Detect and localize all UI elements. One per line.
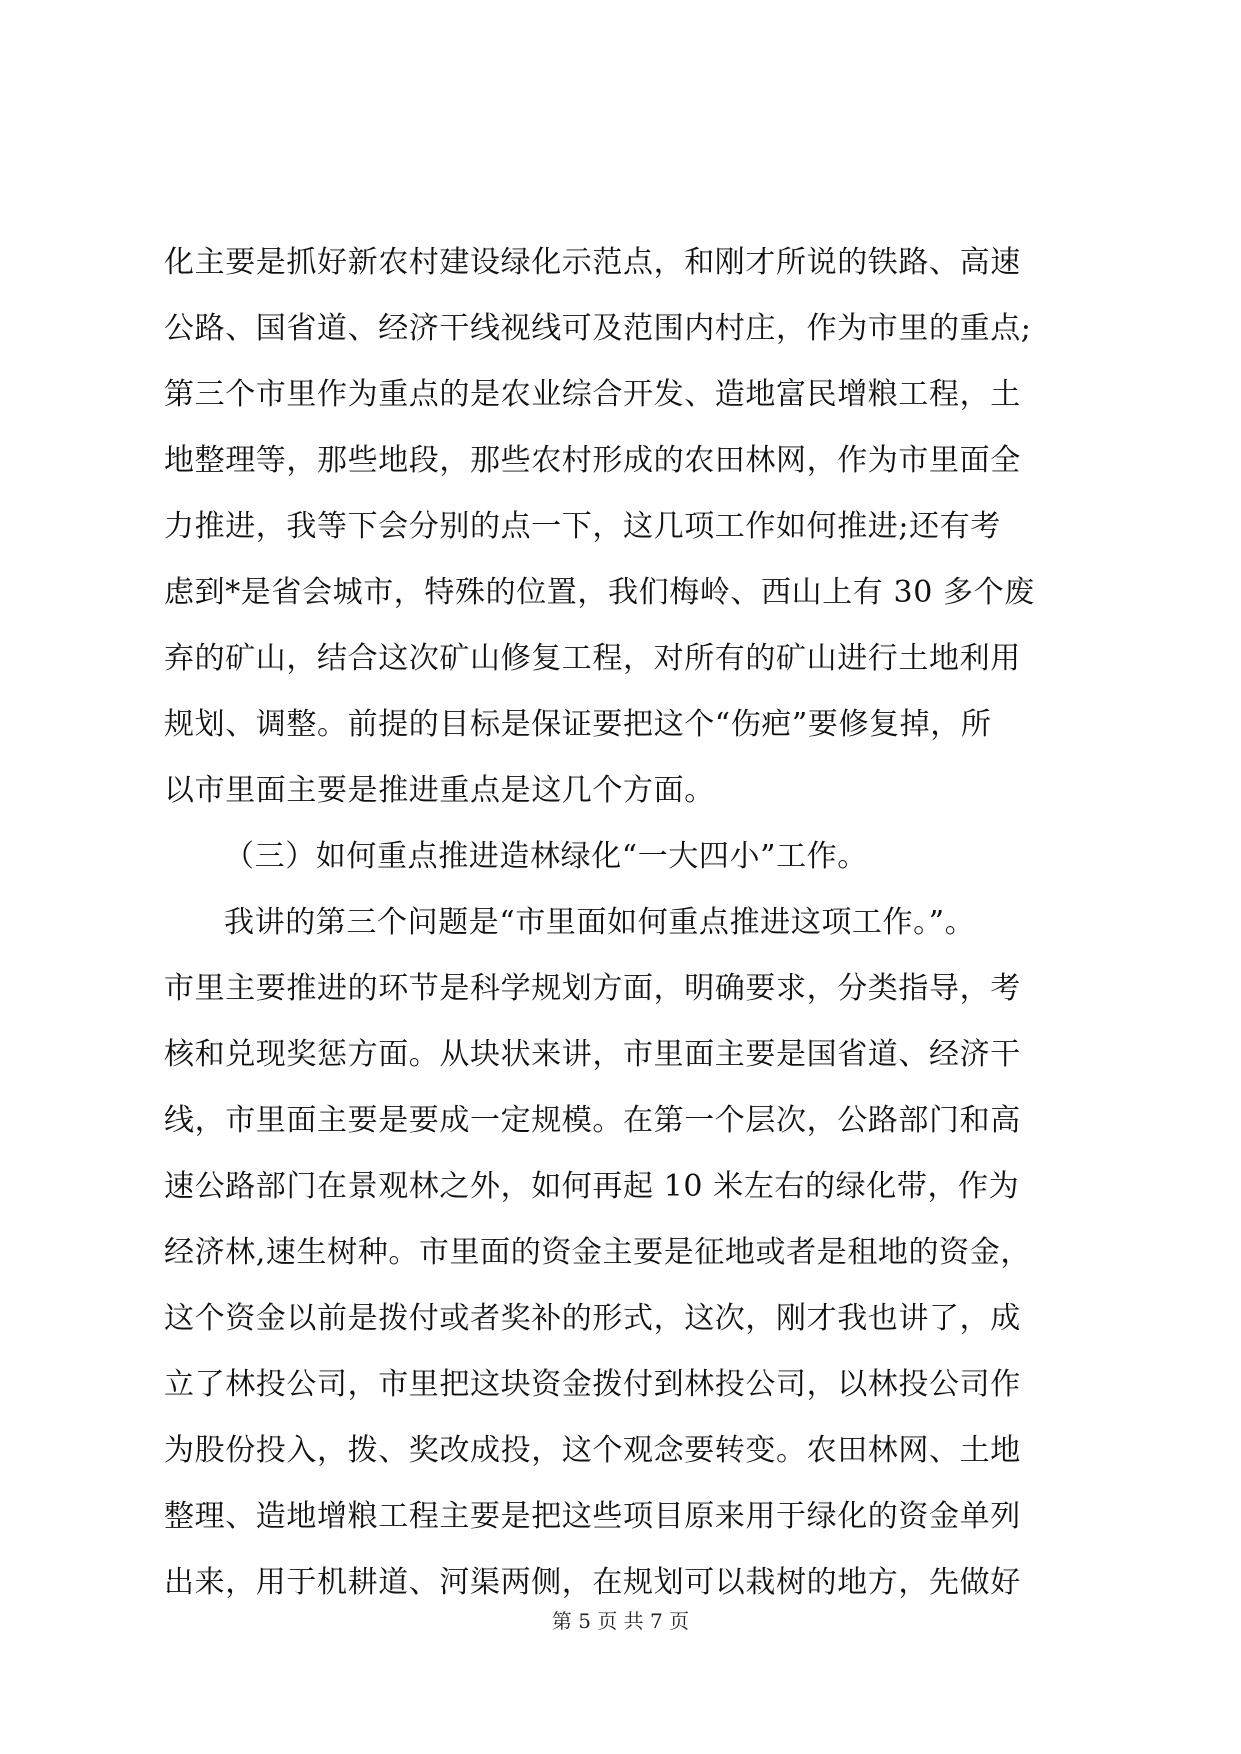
body-text-line: 这个资金以前是拨付或者奖补的形式，这次，刚才我也讲了，成: [164, 1301, 1021, 1336]
body-text-line: 化主要是抓好新农村建设绿化示范点，和刚才所说的铁路、高速: [164, 245, 1021, 280]
body-text-line: 虑到*是省会城市，特殊的位置，我们梅岭、西山上有 30 多个废: [164, 575, 1035, 610]
body-text-line: 弃的矿山，结合这次矿山修复工程，对所有的矿山进行土地利用: [164, 641, 1021, 676]
paragraph-first-line: 我讲的第三个问题是“市里面如何重点推进这项工作。”。: [224, 905, 976, 940]
body-text-line: 地整理等，那些地段，那些农村形成的农田林网，作为市里面全: [164, 443, 1021, 478]
body-text-line: 速公路部门在景观林之外，如何再起 10 米左右的绿化带，作为: [164, 1169, 1020, 1204]
body-text-line: 经济林,速生树种。市里面的资金主要是征地或者是租地的资金，: [164, 1235, 1031, 1270]
body-text-line: 出来，用于机耕道、河渠两侧，在规划可以栽树的地方，先做好: [164, 1565, 1021, 1600]
body-text-line: 线，市里面主要是要成一定规模。在第一个层次，公路部门和高: [164, 1103, 1021, 1138]
body-text-line: 以市里面主要是推进重点是这几个方面。: [164, 773, 715, 808]
document-body: [164, 230, 1084, 1616]
section-heading: （三）如何重点推进造林绿化“一大四小”工作。: [224, 839, 868, 874]
body-text-line: 为股份投入，拨、奖改成投，这个观念要转变。农田林网、土地: [164, 1433, 1021, 1468]
body-text-line: 立了林投公司，市里把这块资金拨付到林投公司，以林投公司作: [164, 1367, 1021, 1402]
body-text-line: 公路、国省道、经济干线视线可及范围内村庄，作为市里的重点;: [164, 311, 1032, 346]
page-number-footer: 第 5 页 共 7 页: [551, 1609, 690, 1633]
body-text-line: 第三个市里作为重点的是农业综合开发、造地富民增粮工程，土: [164, 377, 1021, 412]
body-text-line: 核和兑现奖惩方面。从块状来讲，市里面主要是国省道、经济干: [164, 1037, 1021, 1072]
body-text-line: 规划、调整。前提的目标是保证要把这个“伤疤”要修复掉，所: [164, 707, 992, 742]
body-text-line: 整理、造地增粮工程主要是把这些项目原来用于绿化的资金单列: [164, 1499, 1021, 1534]
body-text-line: 市里主要推进的环节是科学规划方面，明确要求，分类指导，考: [164, 971, 1021, 1006]
body-text-line: 力推进，我等下会分别的点一下，这几项工作如何推进;还有考: [164, 509, 1001, 544]
